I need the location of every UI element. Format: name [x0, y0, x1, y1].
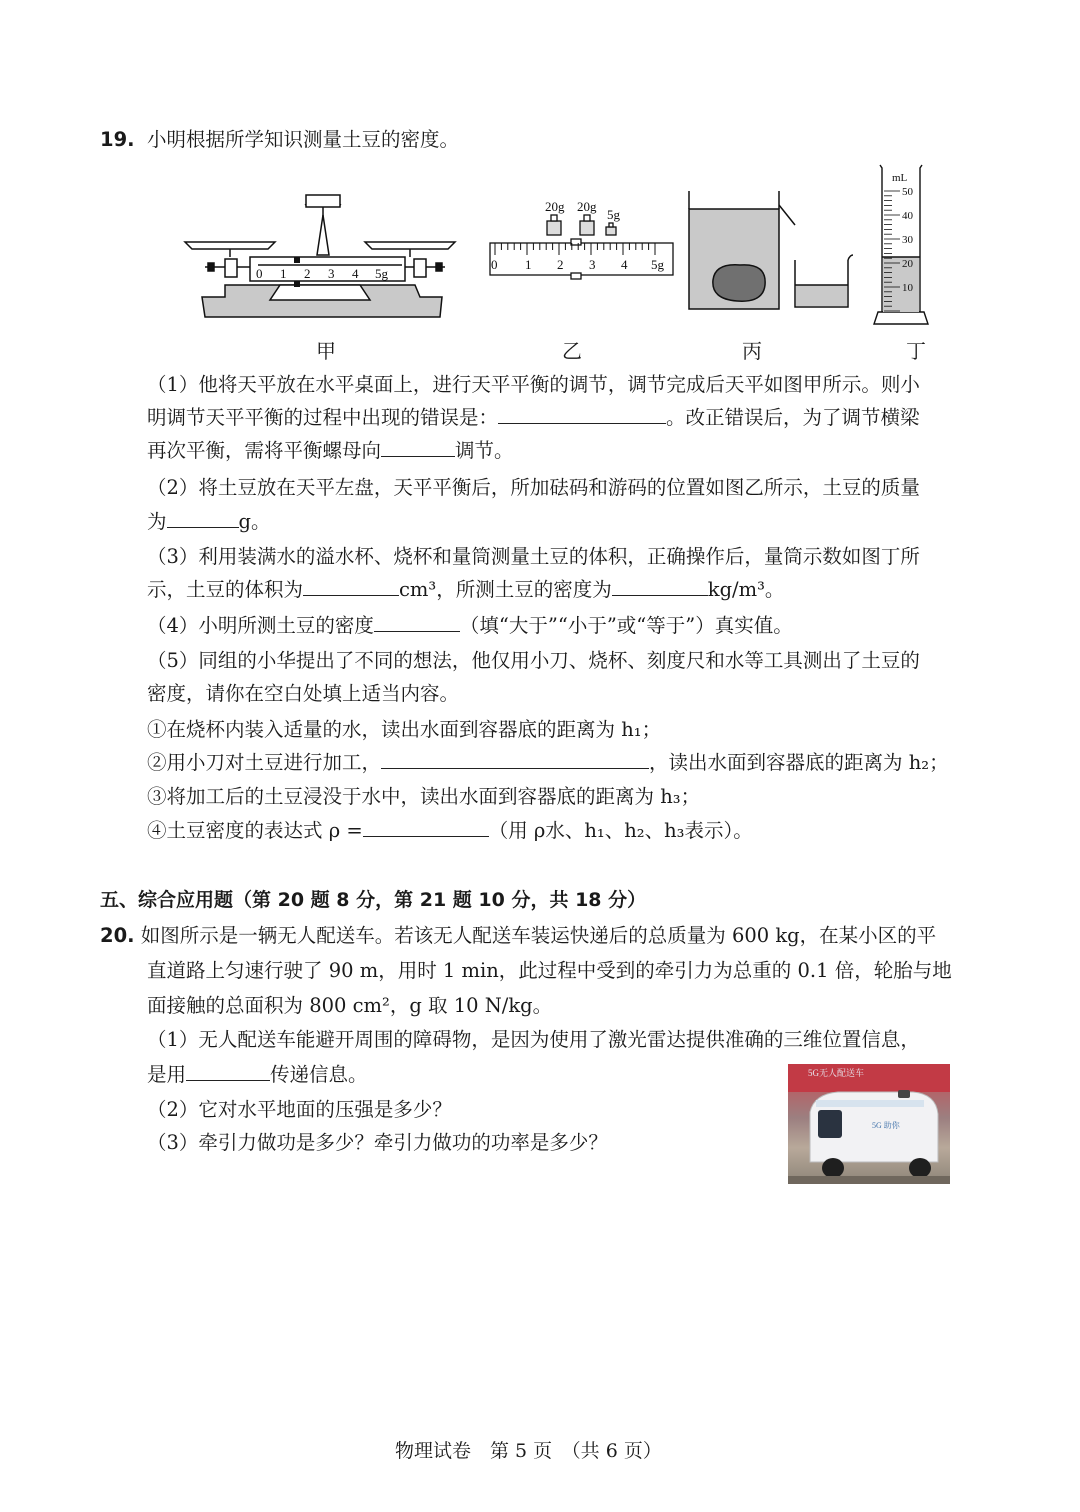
tick-label: 5g [375, 266, 388, 281]
q19-part5-line1: （5）同组的小华提出了不同的想法，他仅用小刀、烧杯、刻度尺和水等工具测出了土豆的 [147, 649, 920, 672]
page-footer: 物理试卷 第 5 页 （共 6 页） [395, 1440, 662, 1462]
text: g。 [238, 510, 271, 533]
answer-blank[interactable] [303, 577, 399, 596]
answer-blank[interactable] [363, 818, 489, 837]
answer-blank[interactable] [381, 438, 455, 457]
text: 为 [147, 510, 167, 533]
text: kg/m³。 [707, 578, 785, 601]
text: 明调节天平平衡的过程中出现的错误是： [147, 406, 499, 429]
q20-line1 [100, 923, 936, 949]
tick-label: 1 [525, 257, 532, 272]
q20-part1-line2 [147, 1062, 368, 1088]
text: 是用 [147, 1063, 187, 1086]
text: ，读出水面到容器底的距离为 h₂； [649, 751, 949, 774]
text: 再次平衡，需将平衡螺母向 [147, 439, 382, 462]
q19-part5-line2: 密度，请你在空白处填上适当内容。 [147, 682, 460, 705]
text: 如图所示是一辆无人配送车。若该无人配送车装运快递后的总质量为 600 kg，在某小区的平 [140, 924, 937, 947]
text: （填“大于”“小于”或“等于”）真实值。 [459, 614, 793, 637]
tick-label: 3 [328, 266, 335, 281]
tick-label: 0 [491, 257, 498, 272]
q19-part2-line2 [147, 509, 271, 535]
weight-label: 20g [545, 199, 565, 214]
q19-part1-line3 [147, 438, 514, 464]
photo-banner-text: 5G无人配送车 [808, 1068, 864, 1078]
text: 示，土豆的体积为 [147, 578, 304, 601]
tick-label: 2 [557, 257, 564, 272]
answer-blank[interactable] [498, 405, 666, 424]
q19-stem: 小明根据所学知识测量土豆的密度。 [146, 128, 459, 151]
figure-yi-weights [485, 195, 680, 300]
q20-part2: （2）它对水平地面的压强是多少？ [147, 1098, 452, 1121]
vehicle-logo-text: 5G 助你 [872, 1121, 900, 1130]
answer-blank[interactable] [374, 613, 460, 632]
weight-label: 5g [607, 207, 620, 222]
figure-bing-overflow-cup [685, 185, 860, 315]
text: 传递信息。 [270, 1063, 368, 1086]
tick-label: 30 [902, 234, 913, 246]
q19-part2-line1: （2）将土豆放在天平左盘，天平平衡后，所加砝码和游码的位置如图乙所示，土豆的质量 [147, 476, 920, 499]
q19-step1: ①在烧杯内装入适量的水，读出水面到容器底的距离为 h₁； [147, 718, 662, 741]
q19-step2 [147, 750, 949, 776]
q19-step4 [147, 818, 753, 844]
figure-jia-balance [180, 185, 465, 325]
caption-yi: 乙 [562, 339, 582, 363]
q20-line3: 面接触的总面积为 800 cm²，g 取 10 N/kg。 [147, 994, 553, 1017]
text: cm³，所测土豆的密度为 [399, 578, 612, 601]
figure-ding-cylinder [872, 162, 944, 327]
answer-blank[interactable] [186, 1062, 270, 1081]
q19-part4 [147, 613, 793, 639]
section-title: 五、综合应用题（第 20 题 8 分，第 21 题 10 分，共 18 分） [100, 889, 647, 911]
text: （4）小明所测土豆的密度 [147, 614, 374, 637]
weight-label: 20g [577, 199, 597, 214]
text: 。改正错误后，为了调节横梁 [666, 406, 920, 429]
tick-label: 40 [902, 210, 913, 222]
answer-blank[interactable] [612, 577, 708, 596]
q19-part1-line1: （1）他将天平放在水平桌面上，进行天平平衡的调节，调节完成后天平如图甲所示。则小 [147, 373, 920, 396]
tick-label: 0 [256, 266, 263, 281]
delivery-vehicle-photo [788, 1064, 950, 1184]
q20-line2: 直道路上匀速行驶了 90 m，用时 1 min，此过程中受到的牵引力为总重的 0.1 倍，轮胎与地 [147, 959, 952, 982]
q19-step3: ③将加工后的土豆浸没于水中，读出水面到容器底的距离为 h₃； [147, 785, 701, 808]
question-number: 19. [100, 128, 135, 151]
tick-label: 10 [902, 282, 913, 294]
tick-label: 20 [902, 258, 913, 270]
q19-part1-line2 [147, 405, 920, 431]
tick-label: 1 [280, 266, 287, 281]
q19-stem-line [100, 127, 459, 153]
tick-label: 5g [651, 257, 664, 272]
caption-jia: 甲 [316, 339, 336, 363]
text: ④土豆密度的表达式 ρ = [147, 819, 363, 842]
caption-bing: 丙 [742, 339, 762, 363]
text: 调节。 [455, 439, 514, 462]
tick-label: 50 [902, 186, 913, 198]
text: （用 ρ水、h₁、h₂、h₃表示）。 [488, 819, 753, 842]
q20-part3: （3）牵引力做功是多少？牵引力做功的功率是多少？ [147, 1131, 608, 1154]
question-number: 20. [100, 924, 135, 947]
tick-label: 2 [304, 266, 311, 281]
q19-part3-line1: （3）利用装满水的溢水杯、烧杯和量筒测量土豆的体积，正确操作后，量筒示数如图丁所 [147, 545, 920, 568]
q20-part1-line1: （1）无人配送车能避开周围的障碍物，是因为使用了激光雷达提供准确的三维位置信息， [147, 1028, 920, 1051]
text: ②用小刀对土豆进行加工， [147, 751, 382, 774]
tick-label: 3 [589, 257, 596, 272]
tick-label: 4 [621, 257, 628, 272]
q19-part3-line2 [147, 577, 784, 603]
tick-label: 4 [352, 266, 359, 281]
answer-blank[interactable] [167, 509, 239, 528]
answer-blank[interactable] [381, 750, 649, 769]
caption-ding: 丁 [906, 339, 926, 363]
unit-label: mL [892, 172, 908, 184]
